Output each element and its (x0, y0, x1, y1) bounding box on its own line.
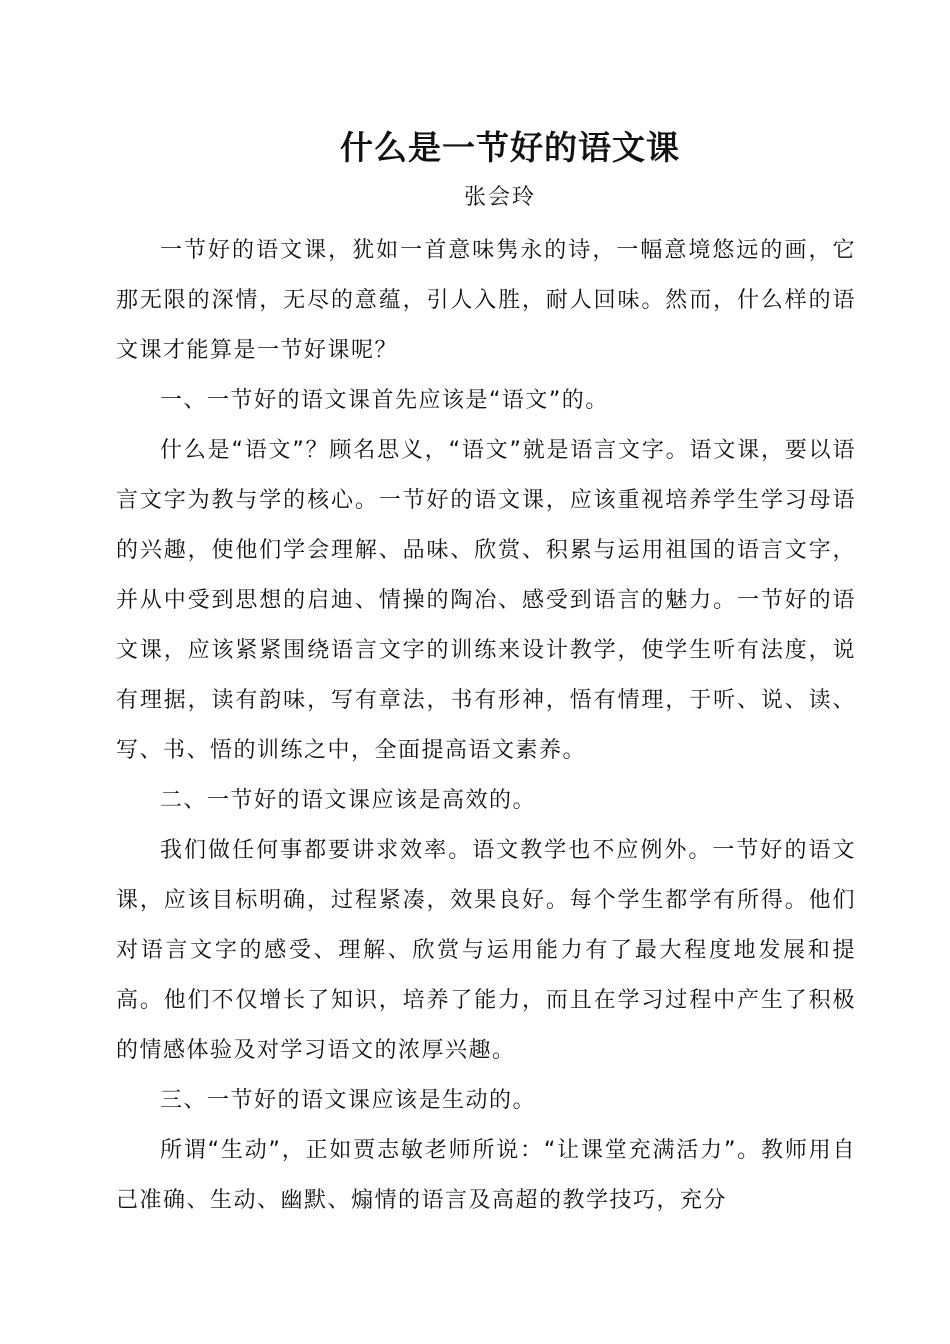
heading-point-1: 一、一节好的语文课首先应该是“语文”的。 (160, 388, 609, 413)
paragraph-point-1: 什么是“语文”？顾名思义，“语文”就是语言文字。语文课，要以语言文字为教与学的核心。一节好的语文课，应该重视培养学生学习母语的兴趣，使他们学会理解、品味、欣赏、积累与运用祖国的语言文字，并从中受到思想的启迪、情操的陶冶、感受到语言的魅力。一节好的语文课，应该紧紧围绕语言文字的训练来设计教学，使学生听有法度，说有理据，读有韵味，写有章法，书有形神，悟有情理，于听、说、读、写、书、悟的训练之中，全面提高语文素养。 (116, 438, 856, 763)
heading-point-2: 二、一节好的语文课应该是高效的。 (160, 788, 537, 813)
document-author: 张会玲 (463, 185, 536, 210)
paragraph-point-2: 我们做任何事都要讲求效率。语文教学也不应例外。一节好的语文课，应该目标明确，过程紧凑，效果良好。每个学生都学有所得。他们对语言文字的感受、理解、欣赏与运用能力有了最大程度地发展和提高。他们不仅增长了知识，培养了能力，而且在学习过程中产生了积极的情感体验及对学习语文的浓厚兴趣。 (116, 838, 856, 1063)
paragraph-point-3: 所谓“生动”，正如贾志敏老师所说：“让课堂充满活力”。教师用自己准确、生动、幽默、煽情的语言及高超的教学技巧，充分 (116, 1138, 856, 1213)
document-title: 什么是一节好的语文课 (340, 128, 680, 167)
paragraph-intro: 一节好的语文课，犹如一首意味隽永的诗，一幅意境悠远的画，它那无限的深情，无尽的意蕴，引人入胜，耐人回味。然而，什么样的语文课才能算是一节好课呢？ (116, 238, 856, 363)
heading-point-3: 三、一节好的语文课应该是生动的。 (160, 1088, 537, 1113)
document-body (116, 226, 856, 1226)
